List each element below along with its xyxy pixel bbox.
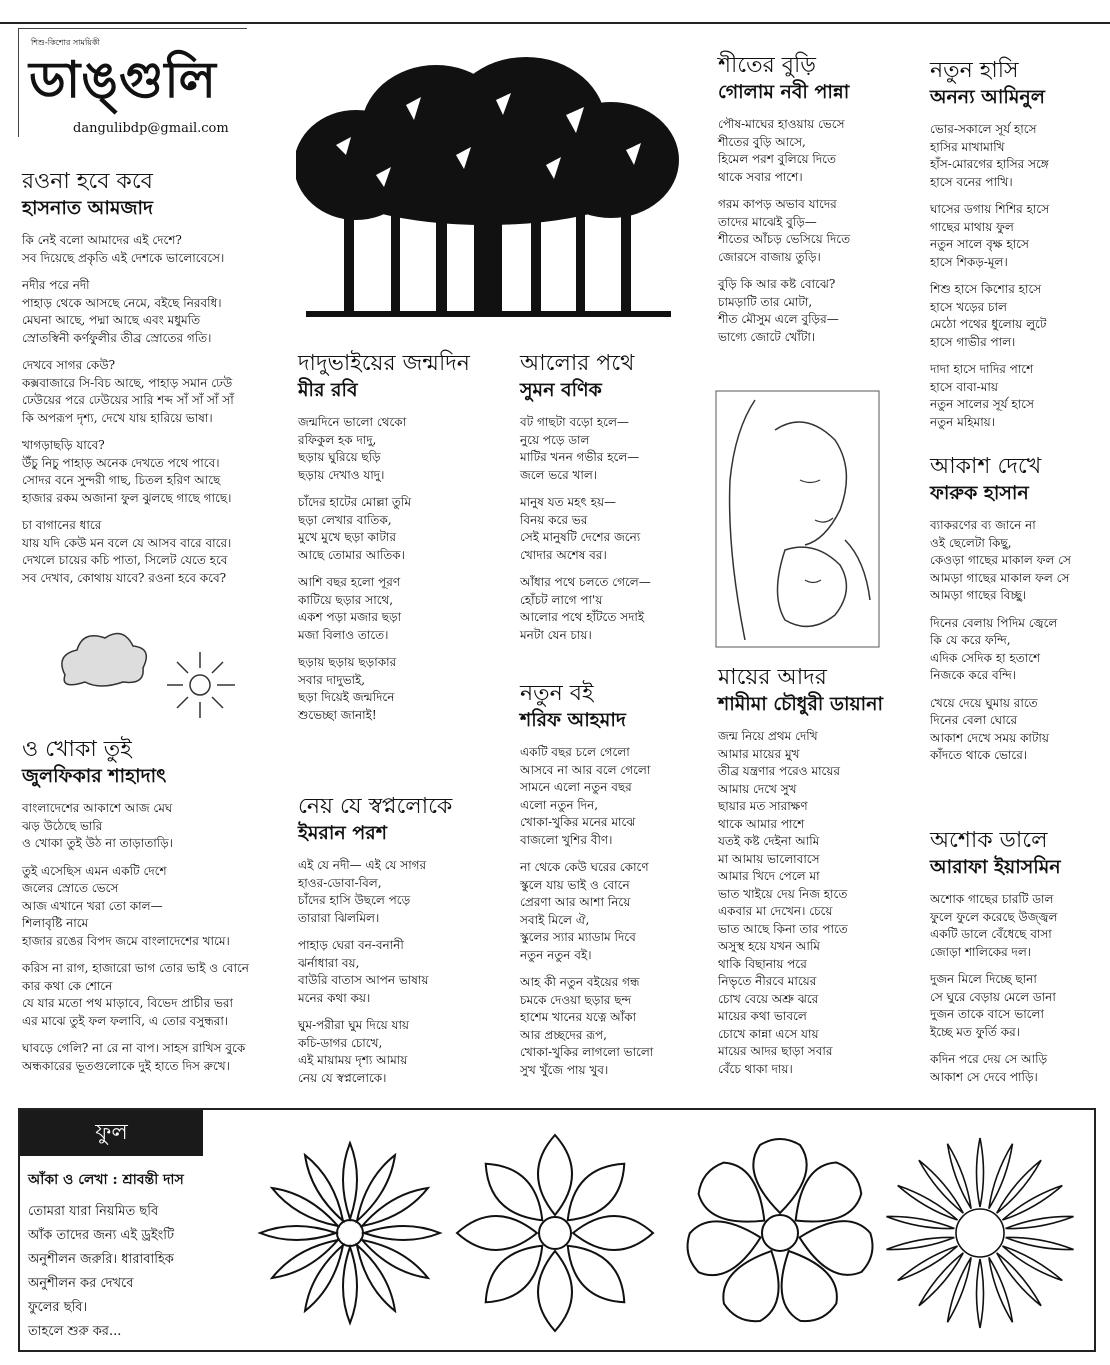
poem-title: নেয় যে স্বপ্নলোকে xyxy=(298,794,453,819)
poem-1 xyxy=(22,168,272,597)
poem-line: আকাশ দেখে সময় কাটায় xyxy=(930,730,1049,745)
poem-line: জোড়া শালিকের দল। xyxy=(930,944,1032,959)
poem-stanza xyxy=(930,891,1100,961)
poem-stanza xyxy=(22,517,272,587)
poem-9 xyxy=(930,57,1100,441)
poem-line: ছড়ায় ছড়ায় ছড়াকার xyxy=(298,655,397,670)
poem-line: আকাশ সে দেবে পাড়ি। xyxy=(930,1069,1038,1084)
masthead-logo: ডাঙ্গুলি xyxy=(29,51,217,109)
poem-line: কি যে করে ফন্দি, xyxy=(930,633,1011,648)
poem-title: শীতের বুড়ি xyxy=(718,53,816,78)
poem-stanza xyxy=(520,494,700,564)
poem-line: হাসির মাখামাখি xyxy=(930,139,1005,154)
banyan-tree-illustration xyxy=(296,45,681,325)
poem-line: বাজলো খুশির বীণ। xyxy=(520,832,613,847)
drawing-section xyxy=(18,1108,1096,1352)
poem-line: হাঁস-মোরগের হাসির সঙ্গে xyxy=(930,157,1049,172)
drawing-line: তোমরা যারা নিয়মিত ছবি xyxy=(28,1204,159,1219)
poem-line: বাউরি বাতাস আপন ভাষায় xyxy=(298,973,429,988)
poem-author: ফারুক হাসান xyxy=(930,481,1029,504)
poem-author: শরিফ আহমাদ xyxy=(520,708,626,731)
poem-line: কক্সবাজারে সি-বিচ আছে, পাহাড় সমান ঢেউ xyxy=(22,375,233,390)
drawing-line: ফুলের ছবি। xyxy=(28,1300,88,1315)
poem-line: একটি ডালে বেঁধেছে বাসা xyxy=(930,927,1052,942)
poem-stanza xyxy=(520,859,700,964)
poem-title: আকাশ দেখে xyxy=(930,454,1042,479)
poem-line: গরম কাপড় অভাব যাদের xyxy=(718,197,837,212)
poem-author: অনন্য আমিনুল xyxy=(930,85,1045,108)
poem-body xyxy=(22,800,282,1075)
poem-line: ও খোকা তুই উঠ না তাড়াতাড়ি। xyxy=(22,836,173,851)
poem-line: হাসে শিকড়-মূল। xyxy=(930,254,1008,269)
poem-line: মায়ের কথা ভাবলে xyxy=(718,1009,807,1024)
poem-3 xyxy=(298,350,508,734)
poem-line: প্রেরণা আর আশা নিয়ে xyxy=(520,895,631,910)
flower-step-1-icon xyxy=(255,1128,445,1338)
poem-8 xyxy=(718,664,908,1088)
poem-line: আহ কী নতুন বইয়ের গন্ধ xyxy=(520,975,640,990)
poem-line: সামনে এলো নতুন বছর xyxy=(520,780,632,795)
poem-line: বাংলাদেশের আকাশে আজ মেঘ xyxy=(22,801,173,816)
poem-line: ঘুম-পরীরা ঘুম দিয়ে যায় xyxy=(298,1018,409,1033)
poem-stanza xyxy=(22,863,282,951)
poem-line: আমার মায়ের মুখ xyxy=(718,746,800,761)
poem-line: নদীর পরে নদী xyxy=(22,278,90,293)
poem-line: সুখ খুঁজে পায় খুব। xyxy=(520,1062,609,1077)
poem-line: ভাত খাইয়ে দেয় নিজ হাতে xyxy=(718,886,848,901)
poem-4 xyxy=(298,793,508,1097)
poem-stanza xyxy=(298,857,508,927)
poem-line: উঁচু নিচু পাহাড় অনেক দেখতে পথে পাবে। xyxy=(22,455,220,470)
poem-stanza xyxy=(22,277,272,347)
poem-stanza xyxy=(930,971,1100,1041)
poem-stanza xyxy=(520,574,700,644)
poem-line: থাকে সবার পাশে। xyxy=(718,169,803,184)
poem-line: থাকি বিছানায় পরে xyxy=(718,956,807,971)
poem-11 xyxy=(930,827,1100,1096)
poem-author: মীর রবি xyxy=(298,378,358,401)
poem-author: জুলফিকার শাহাদাৎ xyxy=(22,764,167,787)
poem-line: হাশেম খানের যত্নে আঁকা xyxy=(520,1010,637,1025)
poem-line: হোঁচট লাগে পা'য় xyxy=(520,592,603,607)
poem-line: চোখে কান্না এসে যায় xyxy=(718,1026,819,1041)
poem-line: যে যার মতো পথ মাড়াবে, বিভেদ প্রাচীর ভরা xyxy=(22,996,234,1011)
masthead-tagline: শিশু-কিশোর সাময়িকী xyxy=(31,38,100,47)
poem-stanza xyxy=(520,414,700,484)
poem-stanza xyxy=(22,357,272,427)
poem-stanza xyxy=(298,494,508,564)
poem-line: অশোক গাছের চারটি ডাল xyxy=(930,892,1054,907)
poem-line: মুখে মুখে ছড়া কাটার xyxy=(298,530,396,545)
poem-stanza xyxy=(718,728,908,1078)
poem-stanza xyxy=(930,281,1100,351)
poem-stanza xyxy=(298,1017,508,1087)
poem-stanza xyxy=(22,437,272,507)
poem-line: করিস না রাগ, হাজারো ভাগ তোর ভাই ও বোনে xyxy=(22,961,249,976)
poem-line: আঁধার পথে চলতে গেলে— xyxy=(520,575,651,590)
poem-line: বট গাছটা বড়ো হলে— xyxy=(520,415,629,430)
poem-body xyxy=(930,891,1100,1086)
poem-stanza xyxy=(930,1051,1100,1086)
poem-line: নিজকে করে বন্দি। xyxy=(930,668,1017,683)
poem-line: হাসে গাভীর পাল। xyxy=(930,334,1016,349)
poem-stanza xyxy=(520,744,700,849)
poem-line: এদিক সেদিক হা হতাশে xyxy=(930,650,1041,665)
poem-line: নতুন মহিমায়। xyxy=(930,414,996,429)
poem-line: যতই কষ্ট দেইনা আমি xyxy=(718,834,820,849)
poem-line: মাটির খনন গভীর হলে— xyxy=(520,450,640,465)
poem-line: দুজন তাকে বাসে ভালো xyxy=(930,1007,1044,1022)
poem-line: দুজন মিলে দিচ্ছে ছানা xyxy=(930,972,1037,987)
poem-line: তাদের মাঝেই বুড়ি— xyxy=(718,214,817,229)
poem-line: মজা বিলাও তাতে। xyxy=(298,627,389,642)
poem-line: খেয়ে দেয়ে ঘুমায় রাতে xyxy=(930,695,1038,710)
poem-author: গোলাম নবী পান্না xyxy=(718,80,850,103)
poem-stanza xyxy=(298,654,508,724)
poem-line: শিলাবৃষ্টি নামে xyxy=(22,916,89,931)
poem-line: সেই মানুষটি দেশের জন্যে xyxy=(520,530,641,545)
poem-line: পাহাড় ঘেরা বন-বনানী xyxy=(298,938,404,953)
poem-line: আমায় দেখে সুখ xyxy=(718,781,797,796)
poem-line: সব দেখাব, কোথায় যাবে? রওনা হবে কবে? xyxy=(22,570,227,585)
poem-line: কেওড়া গাছের মাকাল ফল সে xyxy=(930,553,1071,568)
poem-stanza xyxy=(298,937,508,1007)
poem-line: জলের স্রোতে ভেসে xyxy=(22,881,119,896)
poem-line: আসবে না আর বলে গেলো xyxy=(520,762,651,777)
poem-line: সোদর বনে সুন্দরী গাছ, চিতল হরিণ আছে xyxy=(22,473,221,488)
masthead-email: dangulibdp@gmail.com xyxy=(73,121,229,136)
poem-line: সব দিয়েছে প্রকৃতি এই দেশকে ভালোবেসে। xyxy=(22,250,225,265)
poem-author: হাসনাত আমজাদ xyxy=(22,196,153,219)
poem-line: সে ঘুরে বেড়ায় মেলে ডানা xyxy=(930,989,1056,1004)
poem-line: জোরসে বাজায় তুড়ি। xyxy=(718,249,821,264)
poem-line: কার কথা কে শোনে xyxy=(22,978,113,993)
poem-line: চমকে দেওয়া ছড়ার ছন্দ xyxy=(520,992,632,1007)
poem-stanza xyxy=(718,276,908,346)
poem-title: দাদুভাইয়ের জন্মদিন xyxy=(298,351,470,376)
poem-line: শীতের আঁচড় ভেসিয়ে দিতে xyxy=(718,232,851,247)
poem-line: কি অপরূপ দৃশ্য, দেখে যায় হারিয়ে ভাষা। xyxy=(22,410,213,425)
poem-line: তীব্র যন্ত্রণার পরেও মায়ের xyxy=(718,764,841,779)
poem-line: ছড়া লেখার বাতিক, xyxy=(298,512,392,527)
mother-child-illustration xyxy=(715,390,880,648)
poem-line: এলো নতুন দিন, xyxy=(520,797,599,812)
poem-body xyxy=(930,517,1100,765)
poem-line: শুভেচ্ছা জানাই! xyxy=(298,707,377,722)
poem-line: বুড়ি কি আর কষ্ট বোঝে? xyxy=(718,277,836,292)
poem-6 xyxy=(520,680,700,1089)
poem-line: শীত মৌসুম এলে বুড়ির— xyxy=(718,312,839,327)
poem-line: দাদা হাসে দাদির পাশে xyxy=(930,362,1034,377)
poem-stanza xyxy=(930,517,1100,605)
poem-line: ছায়ার মত সারাক্ষণ xyxy=(718,799,808,814)
poem-line: খোদার অশেষ বর। xyxy=(520,547,607,562)
poem-line: অন্ধকারের ভূতগুলোকে দুই হাতে দিস রুখে। xyxy=(22,1058,230,1073)
poem-7 xyxy=(718,52,908,356)
flower-step-2-icon xyxy=(450,1128,660,1338)
poem-author: ইমরান পরশ xyxy=(298,821,387,844)
poem-line: না থেকে কেউ ঘরের কোণে xyxy=(520,860,649,875)
poem-line: মা আমায় ভালোবাসে xyxy=(718,851,820,866)
poem-line: সবার দাদুভাই, xyxy=(298,672,366,687)
poem-line: ভাত আছে কিনা তার পাতে xyxy=(718,921,848,936)
poem-line: ছড়ায় ঘুরিয়ে ছড়ি xyxy=(298,450,381,465)
poem-line: হিমেল পরশ বুলিয়ে দিতে xyxy=(718,152,836,167)
poem-line: এই যে নদী— এই যে সাগর xyxy=(298,858,427,873)
poem-line: হাসে বনের পাখি। xyxy=(930,174,1013,189)
poem-line: একটি বছর চলে গেলো xyxy=(520,745,630,760)
poem-line: মেঠো পথের ধুলোয় লুটে xyxy=(930,317,1047,332)
poem-body xyxy=(930,121,1100,431)
poem-line: যায় যদি কেউ মন বলে যে আসব বারে বারে। xyxy=(22,535,232,550)
poem-line: অসুস্থ হয়ে যখন আমি xyxy=(718,939,820,954)
poem-line: পাহাড় থেকে আসছে নেমে, বইছে নিরবধি। xyxy=(22,295,222,310)
poem-line: জলে ভরে খাল। xyxy=(520,467,598,482)
poem-stanza xyxy=(22,800,282,853)
poem-line: জন্ম নিয়ে প্রথম দেখি xyxy=(718,729,818,744)
poem-stanza xyxy=(22,1040,282,1075)
drawing-line: অনুশীলন কর দেখবে xyxy=(28,1276,134,1291)
poem-title: আলোর পথে xyxy=(520,351,635,376)
poem-line: ঘাবড়ে গেলি? না রে না বাপ। সাহস রাখিস বুকে xyxy=(22,1041,246,1056)
poem-line: দেখবে সাগর কেউ? xyxy=(22,358,116,373)
poem-stanza xyxy=(298,414,508,484)
poem-line: স্রোতস্বিনী কর্ণফুলীর তীব্র স্রোতের গতি। xyxy=(22,330,212,345)
poem-title: অশোক ডালে xyxy=(930,828,1048,853)
poem-stanza xyxy=(718,116,908,186)
top-rule xyxy=(0,22,1110,24)
poem-line: একশ পড়া মজার ছড়া xyxy=(298,610,402,625)
poem-stanza xyxy=(930,201,1100,271)
poem-line: হাসে বাবা-মায় xyxy=(930,379,998,394)
poem-line: ঝর্নাধারা বয়, xyxy=(298,955,360,970)
poem-stanza xyxy=(930,361,1100,431)
poem-line: স্কুলে যায় ভাই ও বোনে xyxy=(520,877,630,892)
poem-line: ছড়া দিয়েই জন্মদিনে xyxy=(298,690,395,705)
poem-line: কাটিয়ে ছড়ার সাথে, xyxy=(298,592,394,607)
poem-line: থাকে আমার পাশে xyxy=(718,816,805,831)
poem-line: ব্যাকরণের ব্য জানে না xyxy=(930,518,1036,533)
poem-line: মনটা যেন চায়। xyxy=(520,627,592,642)
poem-body xyxy=(298,414,508,724)
masthead xyxy=(18,28,247,137)
poem-line: রফিকুল হক দাদু, xyxy=(298,432,377,447)
poem-stanza xyxy=(298,574,508,644)
poem-body xyxy=(718,116,908,346)
poem-body xyxy=(718,728,908,1078)
poem-line: নুয়ে পড়ে ডাল xyxy=(520,432,590,447)
poem-line: ওই ছেলেটা কিছু, xyxy=(930,535,1012,550)
drawing-line: আঁক তাদের জন্য এই ড্রইংটি xyxy=(28,1228,175,1243)
poem-line: ভোর-সকালে সূর্য হাসে xyxy=(930,122,1037,137)
poem-10 xyxy=(930,453,1100,775)
poem-line: ঝড় উঠেছে ভারি xyxy=(22,818,103,833)
poem-line: মনের কথা কয়। xyxy=(298,990,371,1005)
poem-line: নতুন সালের সূর্য হাসে xyxy=(930,397,1034,412)
poem-stanza xyxy=(930,121,1100,191)
poem-line: নতুন নতুন বই। xyxy=(520,947,592,962)
flower-step-4-icon xyxy=(880,1128,1080,1338)
poem-line: মায়ের আদর ছাড়া সবার xyxy=(718,1044,833,1059)
poem-line: কি নেই বলো আমাদের এই দেশে? xyxy=(22,233,182,248)
poem-line: চামড়াটি তার মোটা, xyxy=(718,294,813,309)
poem-line: আমার খিদে পেলে মা xyxy=(718,869,820,884)
poem-author: সুমন বণিক xyxy=(520,378,602,401)
poem-line: নতুন সালে বৃক্ষ হাসে xyxy=(930,237,1029,252)
poem-line: নেয় যে স্বপ্নলোকে। xyxy=(298,1070,387,1085)
poem-line: আশি বছর হলো পূরণ xyxy=(298,575,401,590)
poem-title: নতুন হাসি xyxy=(930,58,1019,83)
poem-line: একবার মা দেখেন। চেয়ে xyxy=(718,904,833,919)
poem-title: মায়ের আদর xyxy=(718,665,827,690)
poem-line: আমড়া গাছের বিচ্ছু। xyxy=(930,588,1027,603)
poem-line: চা বাগানের ধারে xyxy=(22,518,102,533)
poem-line: এই মায়াময় দৃশ্য আমায় xyxy=(298,1053,408,1068)
poem-line: আজ এখানে খরা তো কাল— xyxy=(22,898,163,913)
poem-line: কচি-ডাগর চোখে, xyxy=(298,1035,383,1050)
cloud-sun-illustration xyxy=(45,620,245,730)
poem-line: এর মাঝে তুই ফল ফলাবি, এ তোর বসুন্ধরা। xyxy=(22,1013,229,1028)
poem-author: শামীমা চৌধুরী ডায়ানা xyxy=(718,692,884,715)
poem-line: সবাই মিলে ঐ, xyxy=(520,912,590,927)
poem-line: আর প্রচ্ছদের রূপ, xyxy=(520,1027,607,1042)
poem-line: খোকা-খুকির মনের মাঝে xyxy=(520,815,636,830)
poem-line: ফুলে ফুলে করেছে উজ্জ্বল xyxy=(930,909,1058,924)
poem-line: শীতের বুড়ি আসে, xyxy=(718,134,806,149)
poem-line: হাজার রঙের বিপদ জমে বাংলাদেশের খামে। xyxy=(22,933,230,948)
poem-line: খোকা-খুকির লাগলো ভালো xyxy=(520,1045,654,1060)
poem-line: নিভৃতে নীরবে মায়ের xyxy=(718,974,817,989)
poem-line: ঘাসের ডগায় শিশির হাসে xyxy=(930,202,1050,217)
poem-stanza xyxy=(718,196,908,266)
drawing-author: আঁকা ও লেখা : শ্রাবন্তী দাস xyxy=(28,1172,184,1188)
poem-line: আলোর পথে হাঁটতে সদাই xyxy=(520,610,645,625)
drawing-section-text xyxy=(28,1168,218,1344)
poem-stanza xyxy=(520,974,700,1079)
poem-stanza xyxy=(930,695,1100,765)
poem-line: হাসে খড়ের চাল xyxy=(930,299,1007,314)
poem-body xyxy=(520,744,700,1079)
poem-title: রওনা হবে কবে xyxy=(22,169,153,194)
poem-line: চোখ বেয়ে অশ্রু ঝরে xyxy=(718,991,819,1006)
poem-stanza xyxy=(930,615,1100,685)
poem-line: তুই এসেছিস এমন একটি দেশে xyxy=(22,863,167,878)
poem-line: দিনের বেলা ঘোরে xyxy=(930,713,1018,728)
poem-line: বেঁচে থাকা দায়। xyxy=(718,1061,793,1076)
poem-line: ঢেউয়ের পরে ঢেউয়ের সারি শব্দ সাঁ সাঁ সাঁ সাঁ xyxy=(22,393,234,408)
poem-author: আরাফা ইয়াসমিন xyxy=(930,855,1061,878)
poem-line: পৌষ-মাঘের হাওয়ায় ভেসে xyxy=(718,117,845,132)
poem-line: আমড়া গাছের মাকাল ফল সে xyxy=(930,570,1070,585)
poem-line: স্কুলের স্যার ম্যাডাম দিবে xyxy=(520,930,636,945)
poem-line: আছে তোমার আতিক। xyxy=(298,547,405,562)
poem-line: দেখলে চায়ের কচি পাতা, সিলেট যেতে হবে xyxy=(22,553,228,568)
poem-line: কাঁদতে থাকে ভোরে। xyxy=(930,748,1028,763)
poem-stanza xyxy=(22,232,272,267)
flower-step-3-icon xyxy=(680,1128,880,1338)
drawing-line: তাহলে শুরু কর... xyxy=(28,1324,122,1339)
poem-line: হাজার রকম অজানা ফুল ঝুলছে গাছে গাছে। xyxy=(22,490,232,505)
poem-line: দিনের বেলায় পিদিম জ্বেলে xyxy=(930,615,1058,630)
poem-line: খাগড়াছড়ি যাবে? xyxy=(22,438,105,453)
poem-line: বিনয় করে ভর xyxy=(520,512,588,527)
poem-body xyxy=(22,232,272,587)
poem-line: ভাগ্যে জোটে খোঁটা। xyxy=(718,329,816,344)
poem-line: ইচ্ছে মত ফুর্তি কর। xyxy=(930,1024,1021,1039)
poem-title: নতুন বই xyxy=(520,681,594,706)
drawing-line: অনুশীলন জরুরি। ধারাবাহিক xyxy=(28,1252,174,1267)
poem-line: জন্মদিনে ভালো থেকো xyxy=(298,415,407,430)
drawing-section-tag: ফুল xyxy=(20,1110,203,1156)
poem-line: শিশু হাসে কিশোর হাসে xyxy=(930,282,1042,297)
poem-line: মেঘনা আছে, পদ্মা আছে এবং মধুমতি xyxy=(22,313,201,328)
poem-title: ও খোকা তুই xyxy=(22,737,132,762)
poem-line: হাওর-ডোবা-বিল, xyxy=(298,875,382,890)
poem-line: চাঁদের হাসি উছলে পড়ে xyxy=(298,893,411,908)
poem-line: মানুষ যত মহৎ হয়— xyxy=(520,495,617,510)
poem-2 xyxy=(22,736,282,1085)
poem-5 xyxy=(520,350,700,654)
poem-body xyxy=(520,414,700,644)
poem-stanza xyxy=(22,960,282,1030)
poem-line: কদিন পরে দেয় সে আড়ি xyxy=(930,1052,1048,1067)
poem-line: গাছের মাথায় ফুল xyxy=(930,219,1014,234)
poem-line: ছড়ায় দেখাও যাদু। xyxy=(298,467,385,482)
poem-line: চাঁদের হাটের মোল্লা তুমি xyxy=(298,495,411,510)
poem-line: তারারা ঝিলমিল। xyxy=(298,910,380,925)
poem-body xyxy=(298,857,508,1087)
